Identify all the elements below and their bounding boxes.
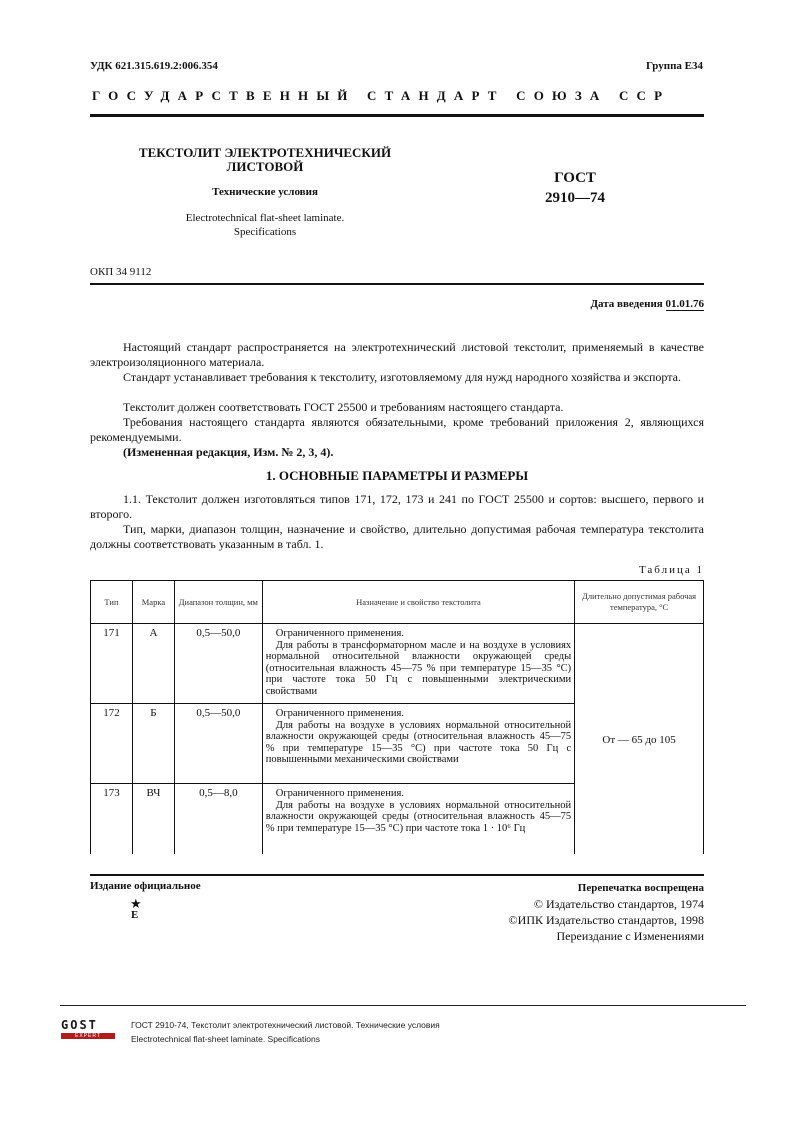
bottom-bar-rule: [60, 1005, 746, 1006]
document-title: [130, 146, 400, 174]
cell-thickness: 0,5—50,0: [174, 624, 262, 704]
cell-grade: А: [132, 624, 174, 704]
title-rule: [90, 283, 704, 285]
section-1-paragraph-2: Тип, марки, диапазон толщин, назначение и свойство, длительно допустимая рабочая температура текстолита должны соответствовать указанным в табл. 1.: [90, 522, 704, 551]
table-row: [91, 624, 704, 704]
cell-purpose: [262, 624, 574, 704]
purpose-description: Для работы на воздухе в условиях нормальной относительной влажности окружающей среды (относительная влажность 45—75 % при температуре 15—35 °С) при частоте тока 1 · 10⁶ Гц: [265, 799, 572, 834]
section-1-heading: 1. ОСНОВНЫЕ ПАРАМЕТРЫ И РАЗМЕРЫ: [265, 468, 529, 483]
header-temperature: Длительно допустимая рабочая температура, °С: [575, 581, 704, 624]
gost-expert-logo: [61, 1019, 115, 1039]
reprint-notice: Перепечатка воспрещена: [577, 882, 704, 894]
cell-thickness: 0,5—8,0: [174, 784, 262, 854]
english-title-line-1: Electrotechnical flat-sheet laminate.: [185, 212, 345, 224]
cell-type: 172: [91, 704, 133, 784]
cell-thickness: 0,5—50,0: [174, 704, 262, 784]
cell-grade: Б: [132, 704, 174, 784]
purpose-restriction: Ограниченного применения.: [275, 628, 404, 639]
intro-paragraph-3: Текстолит должен соответствовать ГОСТ 25500 и требованиям настоящего стандарта.: [123, 400, 564, 414]
purpose-restriction: Ограниченного применения.: [275, 788, 404, 799]
table-header-row: [91, 581, 704, 624]
official-edition: Издание официальное: [90, 880, 201, 892]
header-thickness: Диапазон толщин, мм: [174, 581, 262, 624]
table-1-caption: Таблица 1: [638, 564, 704, 576]
cell-type: 171: [91, 624, 133, 704]
bottom-bar-line-2: Electrotechnical flat-sheet laminate. Specifications: [131, 1034, 320, 1044]
header-rule: [90, 114, 704, 117]
header-purpose: Назначение и свойство текстолита: [262, 581, 574, 624]
intro-paragraph-2: Стандарт устанавливает требования к текстолиту, изготовляемому для нужд народного хозяйства и экспорта.: [123, 370, 681, 384]
state-standard-title: ГОСУДАРСТВЕННЫЙ СТАНДАРТ СОЮЗА ССР: [92, 88, 671, 103]
header-grade: Марка: [132, 581, 174, 624]
english-title: [130, 211, 400, 239]
intro-paragraph-1: Настоящий стандарт распространяется на электротехнический листовой текстолит, применяемый в качестве электроизоляционного материала.: [90, 340, 704, 369]
intro-paragraph-4: Требования настоящего стандарта являются обязательными, кроме требований приложения 2, являющихся рекомендуемыми.: [90, 415, 704, 444]
edition-letter: Е: [131, 909, 139, 921]
header-type: Тип: [91, 581, 133, 624]
cell-purpose: [262, 704, 574, 784]
copyright-1998: ©ИПК Издательство стандартов, 1998: [508, 913, 704, 927]
copyright-1974: © Издательство стандартов, 1974: [533, 897, 704, 911]
logo-top-text: GOST: [61, 1018, 98, 1032]
bottom-bar-text: [131, 1018, 440, 1046]
gost-code: 2910—74: [545, 190, 605, 206]
copyright-block: [509, 880, 704, 944]
group-code: Группа Е34: [645, 60, 703, 72]
cell-grade: ВЧ: [132, 784, 174, 854]
amendment-note: (Измененная редакция, Изм. № 2, 3, 4).: [123, 445, 334, 459]
bottom-bar-line-1: ГОСТ 2910-74, Текстолит электротехнический листовой. Технические условия: [131, 1020, 440, 1030]
purpose-description: Для работы в трансформаторном масле и на воздухе в условиях нормальной относительной влажности окружающей среды (относительная влажность 45—75 % при температуре 15—35 °С) при частоте тока 50 Гц с повышенными электрическими свойствами: [265, 639, 572, 697]
title-line-2: ЛИСТОВОЙ: [226, 159, 304, 174]
udk-code: УДК 621.315.619.2:006.354: [90, 60, 218, 72]
title-line-1: ТЕКСТОЛИТ ЭЛЕКТРОТЕХНИЧЕСКИЙ: [138, 145, 392, 160]
logo-bottom-text: EXPERT: [61, 1033, 115, 1039]
gost-label: ГОСТ: [554, 170, 596, 186]
cell-purpose: [262, 784, 574, 854]
section-1-paragraph-1: 1.1. Текстолит должен изготовляться типов 171, 172, 173 и 241 по ГОСТ 25500 и сортов: высшего, первого и второго.: [90, 492, 704, 521]
document-subtitle: Технические условия: [212, 186, 318, 198]
gost-number: [520, 168, 630, 208]
introduction-date-label: Дата введения: [590, 298, 663, 310]
introduction-date-value: 01.01.76: [665, 298, 704, 310]
purpose-description: Для работы на воздухе в условиях нормальной относительной влажности окружающей среды (относительная влажность 45—75 % при температуре 15—35 °С) при частоте тока 50 Гц с повышенными механическими свойствами: [265, 719, 572, 765]
purpose-restriction: Ограниченного применения.: [275, 708, 404, 719]
okp-code: ОКП 34 9112: [90, 266, 152, 278]
star-icon: ★: [130, 896, 142, 911]
footer-rule: [90, 874, 704, 876]
reissue-note: Переиздание с Изменениями: [556, 929, 704, 943]
cell-type: 173: [91, 784, 133, 854]
english-title-line-2: Specifications: [233, 226, 297, 238]
cell-temperature: От — 65 до 105: [575, 624, 704, 854]
introduction-date: [590, 298, 704, 310]
table-1: [90, 580, 704, 854]
